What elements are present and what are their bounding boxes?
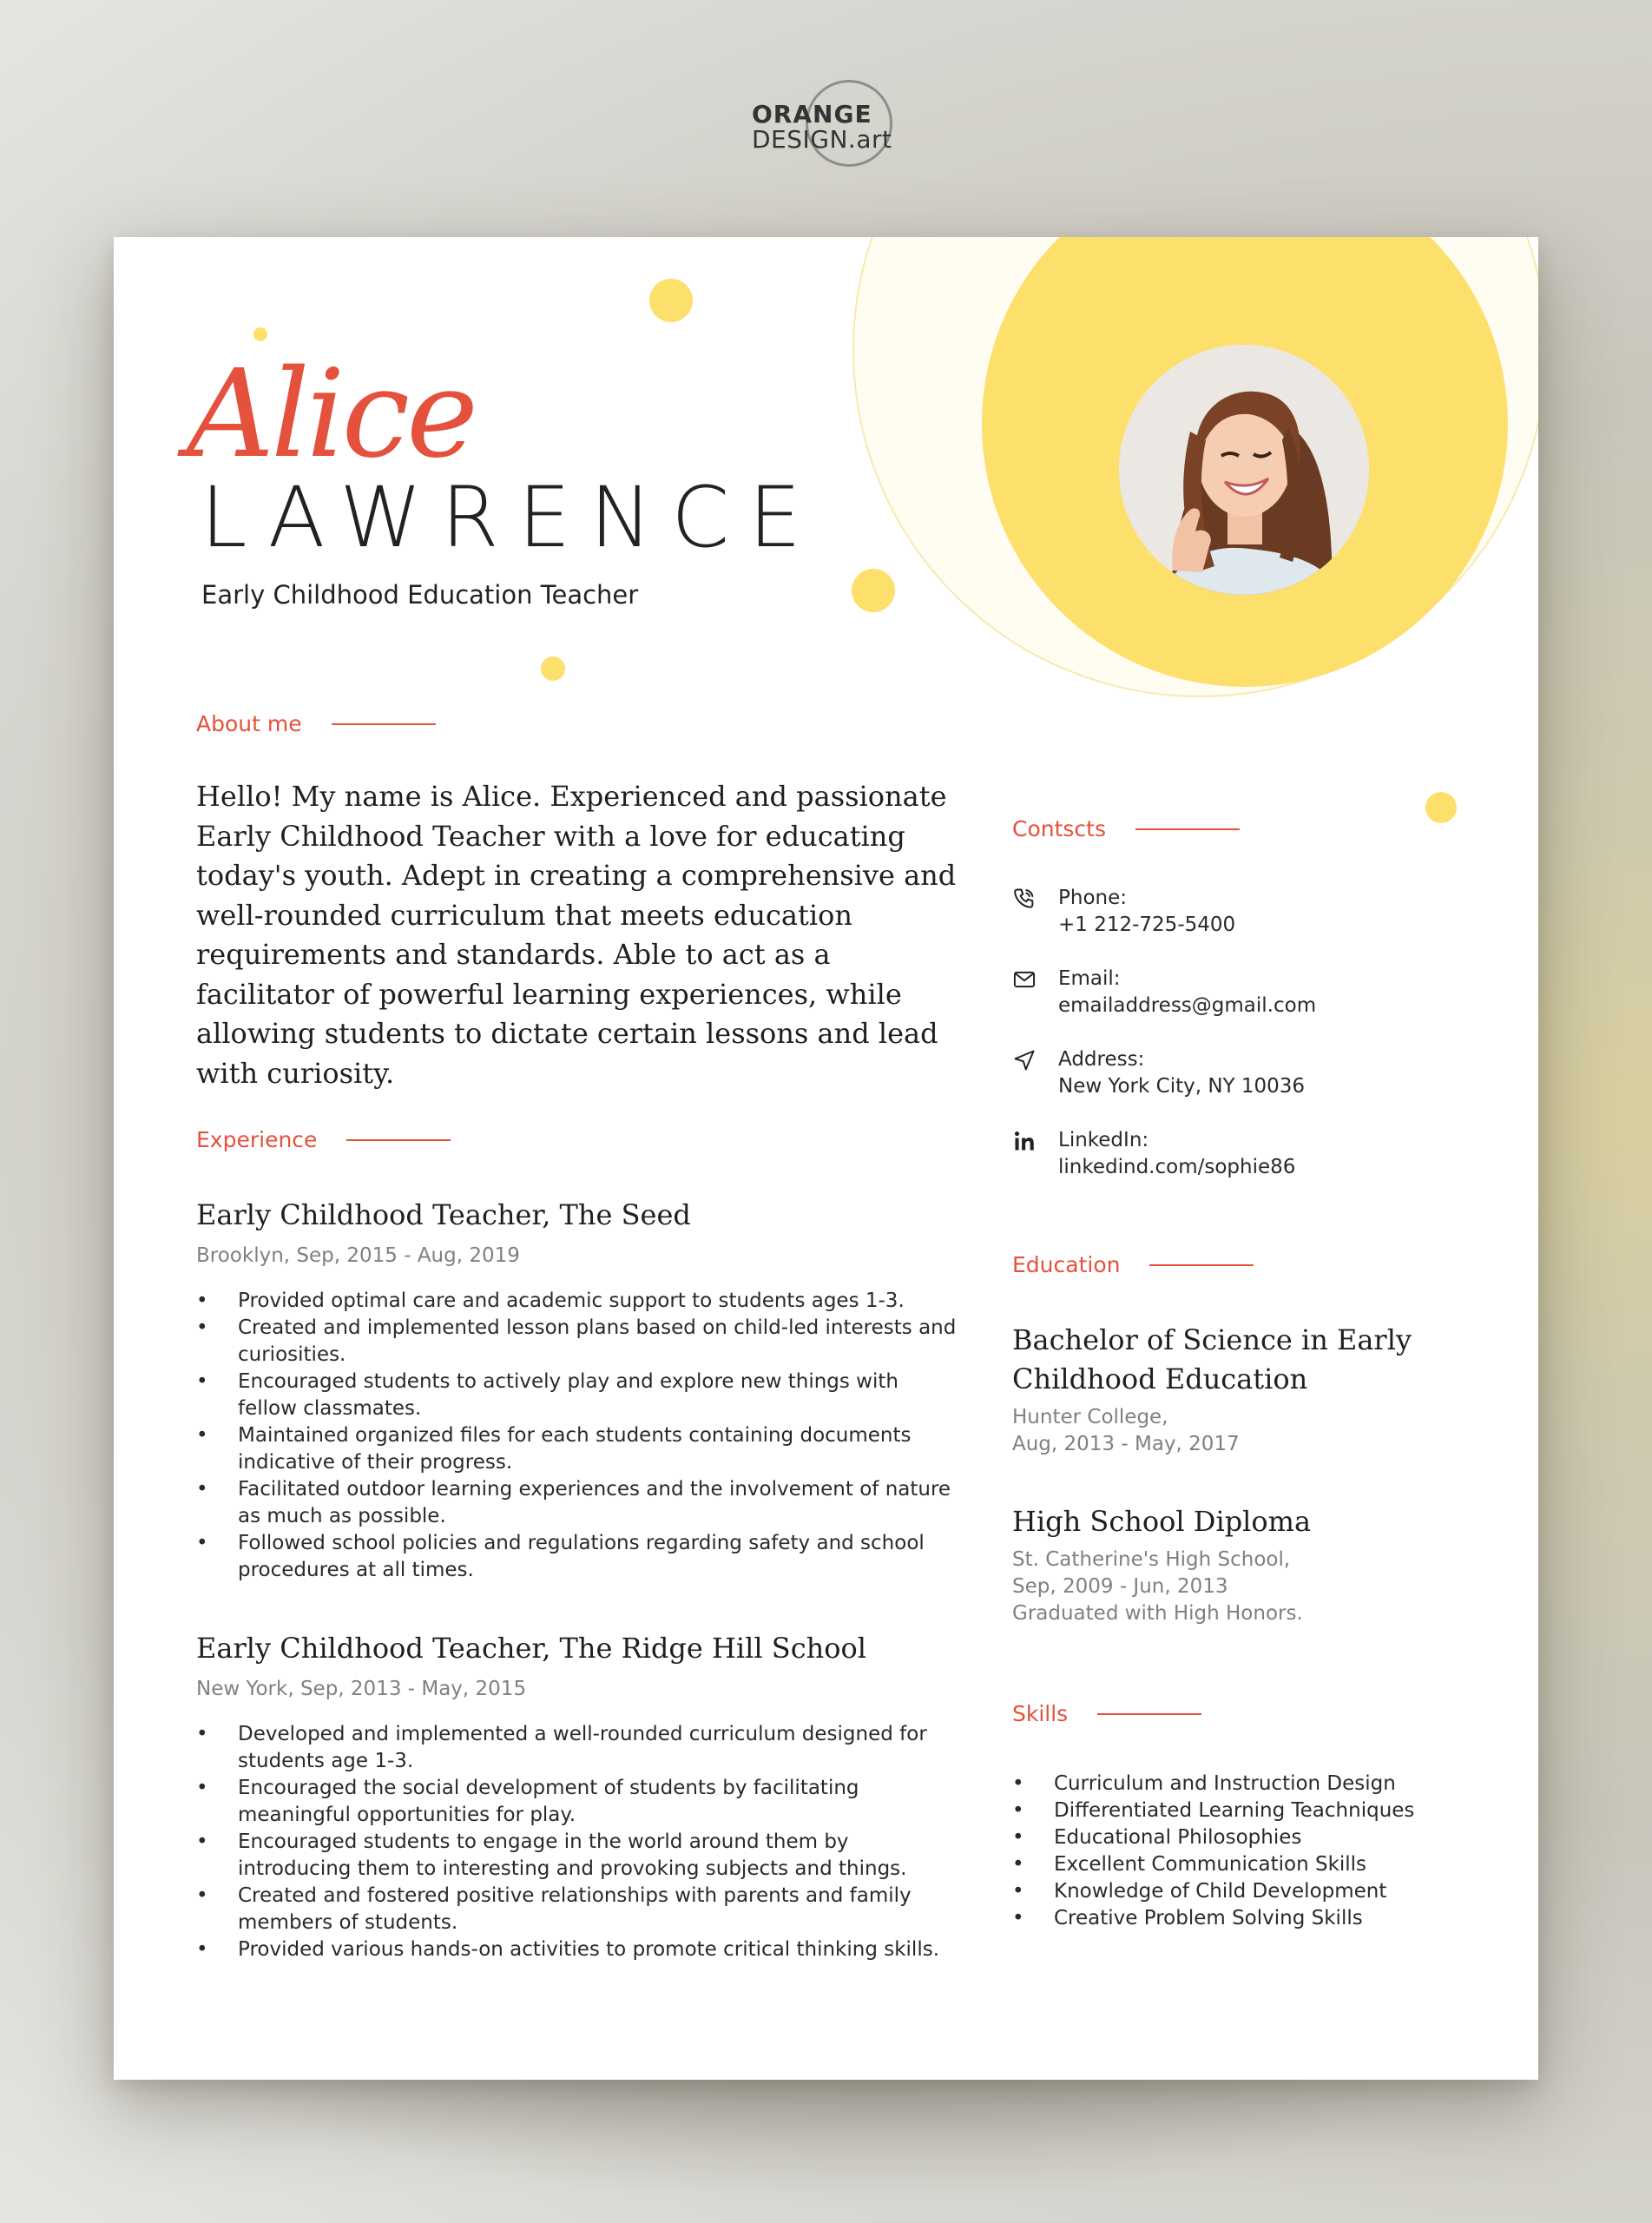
skill-item: • Educational Philosophies	[1012, 1824, 1498, 1851]
list-item: • Encouraged students to engage in the world around them by introducing them to interesting and provoking subjects and things.	[196, 1829, 960, 1883]
education-details	[1012, 1404, 1464, 1458]
about-heading	[196, 711, 436, 736]
logo-line-2: DESIGN.art	[752, 125, 892, 154]
job-title: Early Childhood Education Teacher	[201, 580, 639, 610]
skill-item: • Differentiated Learning Teachniques	[1012, 1798, 1498, 1824]
decorative-dot	[541, 656, 565, 681]
skills-bullets	[1012, 1771, 1498, 1932]
resume-page	[114, 237, 1538, 2080]
job-dates: Brooklyn, Sep, 2015 - Aug, 2019	[196, 1244, 520, 1267]
list-item: • Encouraged the social development of students by facilitating meaningful opportunities for play.	[196, 1775, 960, 1829]
education-honors: Graduated with High Honors.	[1012, 1602, 1303, 1625]
job-duties	[196, 1288, 960, 1584]
job-duties	[196, 1721, 960, 1963]
about-heading-label: About me	[196, 711, 302, 736]
skill-item: • Creative Problem Solving Skills	[1012, 1905, 1498, 1932]
education-heading	[1012, 1252, 1254, 1277]
list-item: • Followed school policies and regulations regarding safety and school procedures at all times.	[196, 1530, 960, 1584]
experience-item	[196, 1631, 960, 1963]
decorative-dot	[649, 279, 693, 322]
contacts-heading	[1012, 816, 1240, 841]
education-details	[1012, 1547, 1464, 1627]
linkedin-icon	[1012, 1129, 1037, 1153]
contact-phone	[1012, 885, 1498, 946]
education-heading-rule	[1149, 1264, 1254, 1266]
decorative-dot	[852, 569, 895, 612]
decorative-dot	[1425, 792, 1457, 823]
list-item: • Provided various hands-on activities to promote critical thinking skills.	[196, 1936, 960, 1963]
skill-item: • Knowledge of Child Development	[1012, 1878, 1498, 1905]
list-item: • Encouraged students to actively play and explore new things with fellow classmates.	[196, 1369, 960, 1422]
education-school: St. Catherine's High School,	[1012, 1548, 1291, 1571]
profile-photo-illustration	[1119, 345, 1369, 595]
location-arrow-icon	[1012, 1048, 1037, 1072]
mail-icon	[1012, 967, 1037, 992]
contacts-heading-rule	[1135, 828, 1240, 830]
contact-value: New York City, NY 10036	[1058, 1075, 1306, 1098]
job-dates: New York, Sep, 2013 - May, 2015	[196, 1678, 527, 1700]
list-item: • Provided optimal care and academic support to students ages 1-3.	[196, 1288, 960, 1315]
experience-heading-label: Experience	[196, 1127, 318, 1152]
education-school: Hunter College,	[1012, 1406, 1168, 1428]
education-dates: Sep, 2009 - Jun, 2013	[1012, 1575, 1228, 1598]
education-item	[1012, 1321, 1464, 1458]
profile-photo	[1119, 345, 1369, 595]
contact-address	[1012, 1046, 1498, 1107]
list-item: • Facilitated outdoor learning experiences and the involvement of nature as much as possible.	[196, 1476, 960, 1530]
first-name: Alice	[187, 344, 475, 485]
list-item: • Created and fostered positive relationships with parents and family members of students.	[196, 1883, 960, 1936]
education-dates: Aug, 2013 - May, 2017	[1012, 1433, 1240, 1455]
contact-linkedin	[1012, 1127, 1498, 1188]
skills-heading-label: Skills	[1012, 1701, 1069, 1726]
decorative-dot	[253, 327, 267, 341]
education-degree: High School Diploma	[1012, 1505, 1312, 1538]
contact-value: +1 212-725-5400	[1058, 914, 1236, 936]
experience-heading-rule	[346, 1139, 451, 1141]
job-position: Early Childhood Teacher, The Seed	[196, 1198, 691, 1231]
about-heading-rule	[332, 723, 436, 725]
brand-logo	[752, 102, 908, 172]
logo-line-1: ORANGE	[752, 100, 872, 129]
contact-value: emailaddress@gmail.com	[1058, 994, 1317, 1017]
education-item	[1012, 1502, 1464, 1627]
about-text: Hello! My name is Alice. Experienced and passionate Early Childhood Teacher with a love for educating today's youth. Adept in creating a comprehensive and well-rounded curriculum that meets education requirements and standards. Able to act as a facilitator of powerful learning experiences, while allowing students to dictate certain lessons and lead with curiosity.	[196, 780, 957, 1090]
contact-email	[1012, 966, 1498, 1026]
experience-item	[196, 1197, 960, 1584]
list-item: • Created and implemented lesson plans based on child-led interests and curiosities.	[196, 1315, 960, 1369]
list-item: • Maintained organized files for each students containing documents indicative of their progress.	[196, 1422, 960, 1476]
contacts-heading-label: Contscts	[1012, 816, 1106, 841]
education-heading-label: Education	[1012, 1252, 1121, 1277]
contact-value: linkedind.com/sophie86	[1058, 1156, 1296, 1178]
contact-label: LinkedIn:	[1058, 1129, 1149, 1151]
skills-heading	[1012, 1701, 1201, 1726]
skill-item: • Excellent Communication Skills	[1012, 1851, 1498, 1878]
skill-item: • Curriculum and Instruction Design	[1012, 1771, 1498, 1798]
experience-heading	[196, 1127, 451, 1152]
contact-label: Email:	[1058, 967, 1121, 990]
skills-list	[1012, 1771, 1498, 1932]
list-item: • Developed and implemented a well-rounded curriculum designed for students age 1-3.	[196, 1721, 960, 1775]
contact-label: Phone:	[1058, 887, 1127, 909]
education-degree: Bachelor of Science in Early Childhood Education	[1012, 1323, 1412, 1395]
last-name: LAWRENCE	[201, 469, 820, 566]
phone-icon	[1012, 887, 1037, 911]
contact-label: Address:	[1058, 1048, 1145, 1071]
job-position: Early Childhood Teacher, The Ridge Hill School	[196, 1632, 866, 1665]
skills-heading-rule	[1097, 1713, 1201, 1715]
